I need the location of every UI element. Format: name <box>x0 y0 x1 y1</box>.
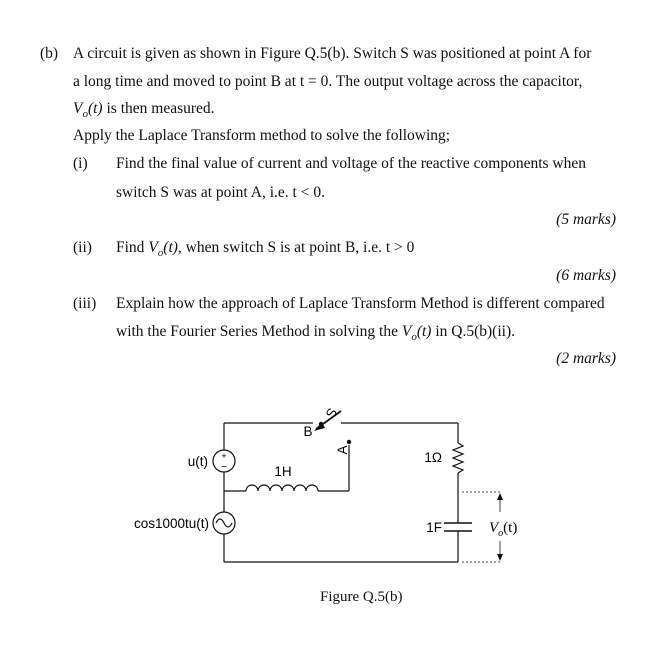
item-i-marks: (5 marks) <box>556 211 616 228</box>
item-iii-label: (iii) <box>73 295 97 312</box>
vo-arg: (t) <box>87 100 103 117</box>
item-i-label: (i) <box>73 155 88 172</box>
item-iii-arg: (t) <box>416 323 432 340</box>
item-ii-post: , when switch S is at point B, i.e. t > 0 <box>177 239 415 256</box>
item-iii-pre: with the Fourier Series Method in solving the <box>116 323 402 340</box>
ac-sine-icon <box>216 519 232 527</box>
label-resistor: 1Ω <box>424 450 442 465</box>
item-ii-pre: Find <box>116 239 149 256</box>
item-iii-line-1: Explain how the approach of Laplace Transform Method is different compared <box>116 295 605 312</box>
item-i-line-1: Find the final value of current and voltage of the reactive components when <box>116 155 587 172</box>
item-ii-sub: o <box>157 247 164 260</box>
item-ii-label: (ii) <box>73 239 92 256</box>
label-output <box>489 520 517 539</box>
intro-line-3-rest: is then measured. <box>102 100 215 117</box>
vo-var: V <box>73 100 83 117</box>
vo-sub: o <box>82 108 88 121</box>
item-iii-var: V <box>401 323 412 340</box>
output-arrowhead-top <box>497 493 503 500</box>
resistor-zigzag <box>453 443 463 473</box>
instruction: Apply the Laplace Transform method to solve the following; <box>73 127 451 144</box>
dc-source-plus: + <box>221 451 227 461</box>
item-i-line-2: switch S was at point A, i.e. t < 0. <box>116 184 325 201</box>
item-ii-var: V <box>148 239 158 256</box>
switch-contact-a <box>347 440 351 444</box>
label-source-cos: cos1000tu(t) <box>133 516 209 531</box>
switch-contact-b <box>319 422 323 426</box>
item-ii-marks: (6 marks) <box>556 267 616 284</box>
label-switch: S <box>322 405 341 421</box>
part-label: (b) <box>40 45 59 62</box>
label-source-u: u(t) <box>187 454 208 469</box>
output-arrowhead-bottom <box>497 554 503 561</box>
item-iii-sub: o <box>411 331 417 344</box>
intro-line-2: a long time and moved to point B at t = 0. The output voltage across the capacitor, <box>73 73 583 90</box>
label-output-sub: o <box>498 528 504 539</box>
item-ii-arg: (t) <box>163 239 178 256</box>
label-point-b: B <box>303 424 313 439</box>
label-inductor: 1H <box>274 464 292 479</box>
label-output-var: V <box>489 520 499 536</box>
figure-caption: Figure Q.5(b) <box>320 589 403 605</box>
intro-line-1: A circuit is given as shown in Figure Q.5(b). Switch S was positioned at point A for <box>73 45 592 62</box>
inductor-coil <box>246 485 318 491</box>
label-capacitor: 1F <box>426 520 442 535</box>
label-output-arg: (t) <box>503 520 518 536</box>
dc-source-minus: − <box>221 462 227 473</box>
label-point-a: A <box>335 445 350 455</box>
item-iii-marks: (2 marks) <box>556 350 616 367</box>
item-iii-post: in Q.5(b)(ii). <box>431 323 515 340</box>
